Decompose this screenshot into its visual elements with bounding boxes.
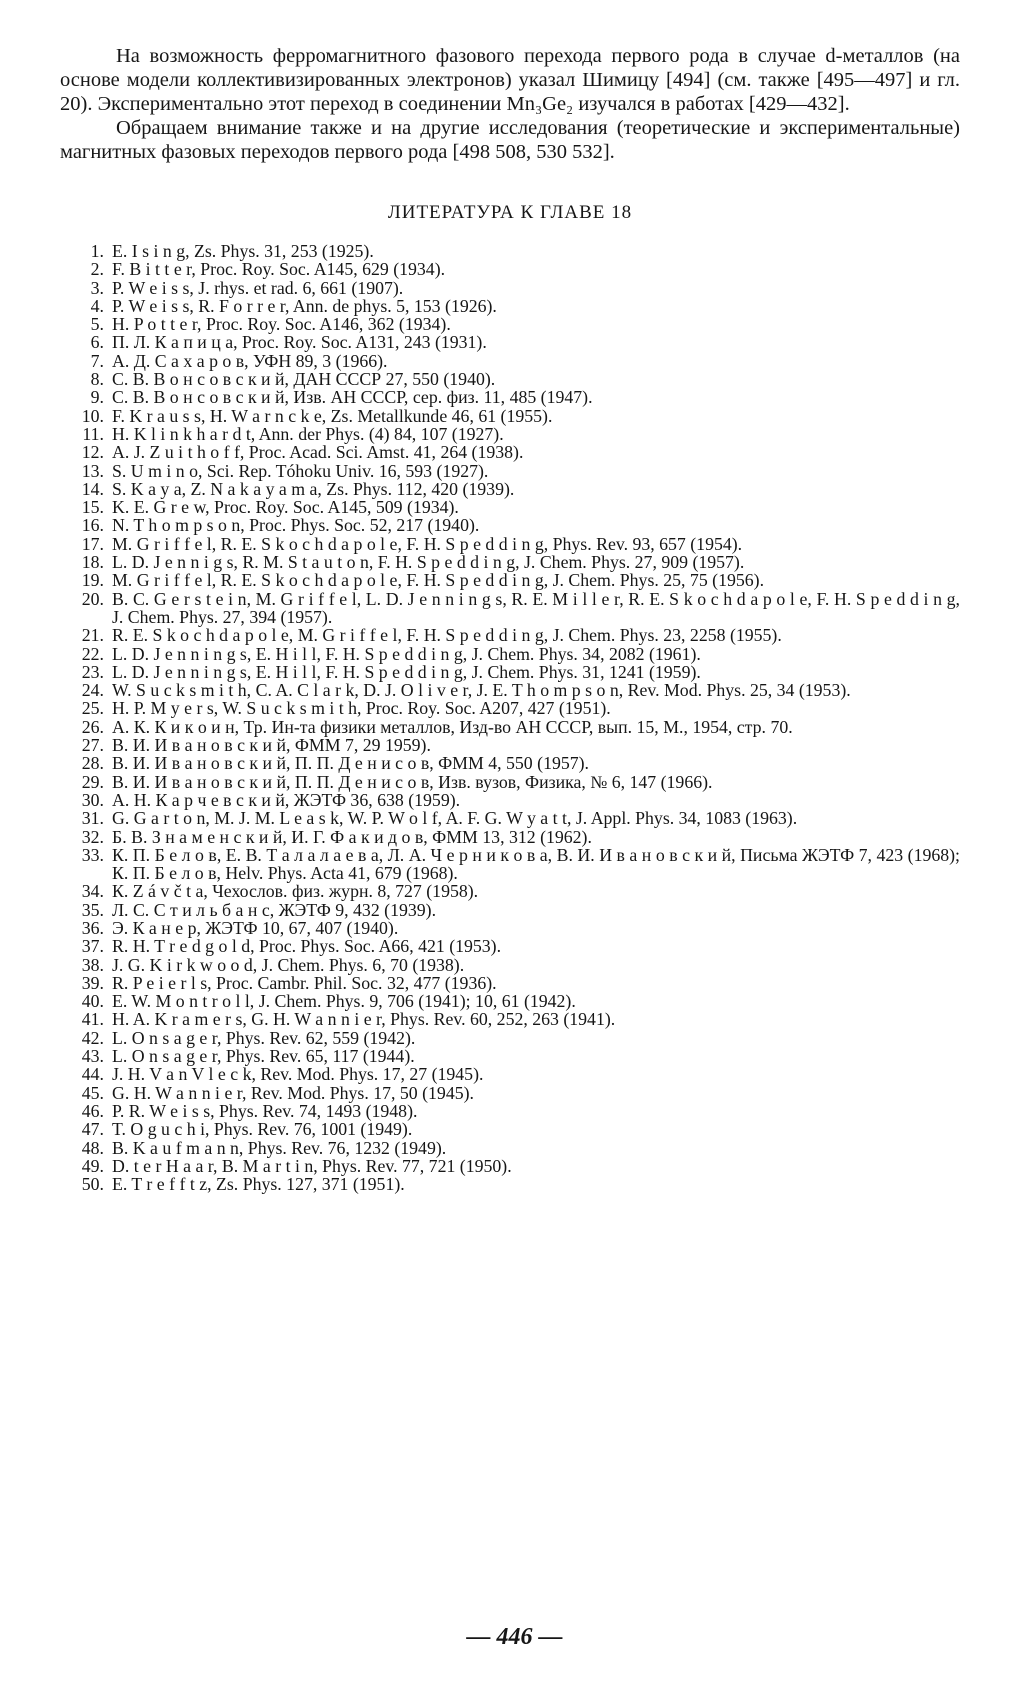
reference-number: 49. [81, 1155, 104, 1176]
reference-number: 16. [81, 515, 104, 536]
reference-text: Э. К а н е р, ЖЭТФ 10, 67, 407 (1940). [112, 917, 399, 938]
reference-number: 6. [90, 332, 104, 353]
reference-item [60, 553, 960, 571]
reference-text: G. H. W a n n i e r, Rev. Mod. Phys. 17, 50 (1945). [112, 1082, 474, 1103]
reference-text: R. P e i e r l s, Proc. Cambr. Phil. Soc. 32, 477 (1936). [112, 972, 497, 993]
reference-text: С. В. В о н с о в с к и й, ДАН СССР 27, 550 (1940). [112, 369, 496, 390]
reference-item [60, 370, 960, 388]
reference-number: 4. [90, 295, 104, 316]
reference-text: L. D. J e n n i n g s, E. H i l l, F. H. S p e d d i n g, J. Chem. Phys. 31, 1241 (1959). [112, 661, 701, 682]
reference-text: П. Л. К а п и ц а, Proc. Roy. Soc. A131, 243 (1931). [112, 332, 487, 353]
reference-text: N. T h o m p s o n, Proc. Phys. Soc. 52, 217 (1940). [112, 515, 480, 536]
reference-text: L. D. J e n n i n g s, E. H i l l, F. H. S p e d d i n g, J. Chem. Phys. 34, 2082 (1961). [112, 643, 701, 664]
reference-text: S. U m i n o, Sci. Rep. Tóhoku Univ. 16, 593 (1927). [112, 460, 489, 481]
reference-item [60, 388, 960, 406]
reference-number: 23. [81, 661, 104, 682]
reference-number: 32. [81, 826, 104, 847]
reference-item [60, 480, 960, 498]
reference-number: 46. [81, 1100, 104, 1121]
reference-item [60, 736, 960, 754]
reference-number: 18. [81, 552, 104, 573]
reference-item [60, 791, 960, 809]
reference-text: M. G r i f f e l, R. E. S k o c h d a p o l e, F. H. S p e d d i n g, J. Chem. Phys. 25, 75 (1956). [112, 570, 765, 591]
reference-item [60, 937, 960, 955]
reference-item [60, 974, 960, 992]
reference-number: 25. [81, 698, 104, 719]
reference-text: H. P. M y e r s, W. S u c k s m i t h, Proc. Roy. Soc. A207, 427 (1951). [112, 698, 611, 719]
page-number: — 446 — [466, 1624, 563, 1650]
reference-number: 14. [81, 478, 104, 499]
reference-item [60, 571, 960, 589]
reference-item [60, 333, 960, 351]
reference-item [60, 462, 960, 480]
reference-text: W. S u c k s m i t h, C. A. C l a r k, D. J. O l i v e r, J. E. T h o m p s o n, Rev. Mod. Phys. 25, 34 (1953). [112, 680, 851, 701]
reference-text: А. К. К и к о и н, Тр. Ин-та физики металлов, Изд-во АН СССР, вып. 15, М., 1954, стр. 70. [112, 716, 793, 737]
reference-item [60, 882, 960, 900]
reference-item [60, 1157, 960, 1175]
reference-item [60, 699, 960, 717]
reference-item [60, 1029, 960, 1047]
reference-number: 11. [82, 423, 104, 444]
reference-text: H. A. K r a m e r s, G. H. W a n n i e r, Phys. Rev. 60, 252, 263 (1941). [112, 1009, 616, 1030]
reference-text: J. G. K i r k w o o d, J. Chem. Phys. 6, 70 (1938). [112, 954, 465, 975]
reference-item [60, 901, 960, 919]
reference-item [60, 1047, 960, 1065]
second-paragraph: Обращаем внимание также и на другие исследования (теоретические и экспериментальные) магнитных фазовых переходов первого рода [498 508, 530 532]. [60, 117, 960, 163]
reference-text: F. K r a u s s, H. W a r n c k e, Zs. Metallkunde 46, 61 (1955). [112, 405, 553, 426]
reference-text: K. E. G r e w, Proc. Roy. Soc. A145, 509 (1934). [112, 497, 459, 518]
reference-number: 48. [81, 1137, 104, 1158]
reference-text: К. П. Б е л о в, Е. В. Т а л а л а е в а, Л. А. Ч е р н и к о в а, В. И. И в а н о в с к и й, Письма ЖЭТФ 7, 423 (1968); К. П. Б е л о в, Helv. Phys. Acta 41, 679 (1968). [112, 844, 960, 884]
reference-number: 20. [81, 588, 104, 609]
reference-number: 39. [81, 972, 104, 993]
reference-item [60, 1065, 960, 1083]
references-heading: ЛИТЕРАТУРА К ГЛАВЕ 18 [387, 202, 633, 223]
reference-text: L. O n s a g e r, Phys. Rev. 62, 559 (1942). [112, 1027, 416, 1048]
reference-text: T. O g u c h i, Phys. Rev. 76, 1001 (1949). [112, 1119, 413, 1140]
reference-text: J. H. V a n V l e c k, Rev. Mod. Phys. 17, 27 (1945). [112, 1064, 484, 1085]
reference-number: 24. [81, 680, 104, 701]
reference-item [60, 1175, 960, 1193]
reference-text: B. C. G e r s t e i n, M. G r i f f e l, L. D. J e n n i n g s, R. E. M i l l e r, R. E. S k o c h d a p o l e, F. H. S p e d d i n g, J. Chem. Phys. 27, 394 (1957). [112, 588, 960, 627]
reference-number: 33. [81, 844, 104, 865]
reference-item [60, 809, 960, 827]
reference-number: 37. [81, 936, 104, 957]
reference-text: B. K a u f m a n n, Phys. Rev. 76, 1232 (1949). [112, 1137, 447, 1158]
reference-number: 34. [81, 881, 104, 902]
reference-item [60, 315, 960, 333]
reference-item [60, 297, 960, 315]
reference-text: E. W. M o n t r o l l, J. Chem. Phys. 9, 706 (1941); 10, 61 (1942). [112, 991, 576, 1012]
reference-list [60, 242, 960, 1193]
reference-number: 38. [81, 954, 104, 975]
reference-number: 42. [81, 1027, 104, 1048]
reference-number: 2. [90, 259, 104, 280]
reference-text: А. Н. К а р ч е в с к и й, ЖЭТФ 36, 638 (1959). [112, 789, 461, 810]
reference-text: A. J. Z u i t h o f f, Proc. Acad. Sci. Amst. 41, 264 (1938). [112, 442, 524, 463]
reference-number: 44. [81, 1064, 104, 1085]
reference-item [60, 956, 960, 974]
reference-text: L. O n s a g e r, Phys. Rev. 65, 117 (1944). [112, 1046, 415, 1067]
reference-item [60, 590, 960, 627]
reference-number: 3. [90, 277, 104, 298]
reference-item [60, 919, 960, 937]
reference-text: С. В. В о н с о в с к и й, Изв. АН СССР, сер. физ. 11, 485 (1947). [112, 387, 593, 408]
reference-number: 9. [90, 387, 104, 408]
reference-item [60, 1084, 960, 1102]
reference-number: 13. [81, 460, 104, 481]
reference-text: L. D. J e n n i g s, R. M. S t a u t o n, F. H. S p e d d i n g, J. Chem. Phys. 27, 909 (1957). [112, 552, 745, 573]
reference-number: 30. [81, 789, 104, 810]
reference-number: 40. [81, 991, 104, 1012]
reference-text: А. Д. С а х а р о в, УФН 89, 3 (1966). [112, 350, 388, 371]
reference-item [60, 1120, 960, 1138]
reference-number: 8. [90, 369, 104, 390]
reference-text: В. И. И в а н о в с к и й, П. П. Д е н и с о в, ФММ 4, 550 (1957). [112, 753, 589, 774]
reference-item [60, 663, 960, 681]
reference-number: 12. [81, 442, 104, 463]
reference-text: G. G a r t o n, M. J. M. L e a s k, W. P. W o l f, A. F. G. W y a t t, J. Appl. Phys. 34, 1083 (1963). [112, 808, 798, 829]
intro-paragraph: На возможность ферромагнитного фазового перехода первого рода в случае d-металлов (на основе модели коллективизированных электронов) указал Шимицу [494] (см. также [495—497] и гл. 20). Экспериментально этот переход в соединении Mn₃Ge₂ изучался в работах [429—432]. [60, 45, 960, 115]
reference-text: R. E. S k o c h d a p o l e, M. G r i f f e l, F. H. S p e d d i n g, J. Chem. Phys. 23, 2258 (1955). [112, 625, 782, 646]
reference-text: R. H. T r e d g o l d, Proc. Phys. Soc. A66, 421 (1953). [112, 936, 502, 957]
reference-number: 41. [81, 1009, 104, 1030]
reference-item [60, 1102, 960, 1120]
reference-number: 36. [81, 917, 104, 938]
reference-item [60, 242, 960, 260]
reference-item [60, 407, 960, 425]
reference-text: E. I s i n g, Zs. Phys. 31, 253 (1925). [112, 241, 374, 261]
reference-number: 50. [81, 1174, 104, 1195]
reference-text: Б. В. З н а м е н с к и й, И. Г. Ф а к и д о в, ФММ 13, 312 (1962). [112, 826, 592, 847]
reference-number: 7. [90, 350, 104, 371]
reference-item [60, 516, 960, 534]
reference-number: 17. [81, 533, 104, 554]
reference-item [60, 773, 960, 791]
reference-number: 29. [81, 771, 104, 792]
reference-item [60, 846, 960, 883]
reference-number: 31. [81, 808, 104, 829]
page-body [60, 44, 960, 1193]
reference-text: P. W e i s s, J. rhys. et rad. 6, 661 (1907). [112, 277, 404, 298]
reference-item [60, 645, 960, 663]
reference-text: S. K a y a, Z. N a k a y a m a, Zs. Phys. 112, 420 (1939). [112, 478, 515, 499]
reference-number: 19. [81, 570, 104, 591]
reference-text: P. W e i s s, R. F o r r e r, Ann. de phys. 5, 153 (1926). [112, 295, 497, 316]
reference-item [60, 681, 960, 699]
reference-item [60, 1139, 960, 1157]
reference-number: 5. [90, 314, 104, 335]
reference-number: 10. [81, 405, 104, 426]
reference-number: 22. [81, 643, 104, 664]
reference-item [60, 443, 960, 461]
reference-item [60, 498, 960, 516]
reference-item [60, 1010, 960, 1028]
reference-text: F. B i t t e r, Proc. Roy. Soc. A145, 629 (1934). [112, 259, 446, 280]
reference-item [60, 828, 960, 846]
reference-number: 1. [90, 241, 104, 261]
reference-text: M. G r i f f e l, R. E. S k o c h d a p o l e, F. H. S p e d d i n g, Phys. Rev. 93, 657 (1954). [112, 533, 743, 554]
reference-number: 21. [81, 625, 104, 646]
reference-item [60, 425, 960, 443]
reference-number: 26. [81, 716, 104, 737]
reference-text: Л. С. С т и л ь б а н с, ЖЭТФ 9, 432 (1939). [112, 899, 437, 920]
reference-number: 45. [81, 1082, 104, 1103]
reference-item [60, 992, 960, 1010]
reference-item [60, 260, 960, 278]
reference-text: H. P o t t e r, Proc. Roy. Soc. A146, 362 (1934). [112, 314, 451, 335]
reference-item [60, 535, 960, 553]
reference-number: 15. [81, 497, 104, 518]
reference-text: P. R. W e i s s, Phys. Rev. 74, 1493 (1948). [112, 1100, 418, 1121]
reference-number: 27. [81, 735, 104, 756]
reference-number: 47. [81, 1119, 104, 1140]
reference-number: 43. [81, 1046, 104, 1067]
reference-text: E. T r e f f t z, Zs. Phys. 127, 371 (1951). [112, 1174, 405, 1195]
reference-text: D. t e r H a a r, B. M a r t i n, Phys. Rev. 77, 721 (1950). [112, 1155, 512, 1176]
reference-text: В. И. И в а н о в с к и й, ФММ 7, 29 1959). [112, 735, 431, 756]
reference-item [60, 279, 960, 297]
reference-text: В. И. И в а н о в с к и й, П. П. Д е н и с о в, Изв. вузов, Физика, № 6, 147 (1966). [112, 771, 713, 792]
reference-item [60, 718, 960, 736]
reference-text: К. Z á v č t a, Чехослов. физ. журн. 8, 727 (1958). [112, 881, 479, 902]
reference-number: 28. [81, 753, 104, 774]
reference-number: 35. [81, 899, 104, 920]
reference-item [60, 352, 960, 370]
reference-item [60, 626, 960, 644]
reference-text: H. K l i n k h a r d t, Ann. der Phys. (4) 84, 107 (1927). [112, 423, 504, 444]
reference-item [60, 754, 960, 772]
